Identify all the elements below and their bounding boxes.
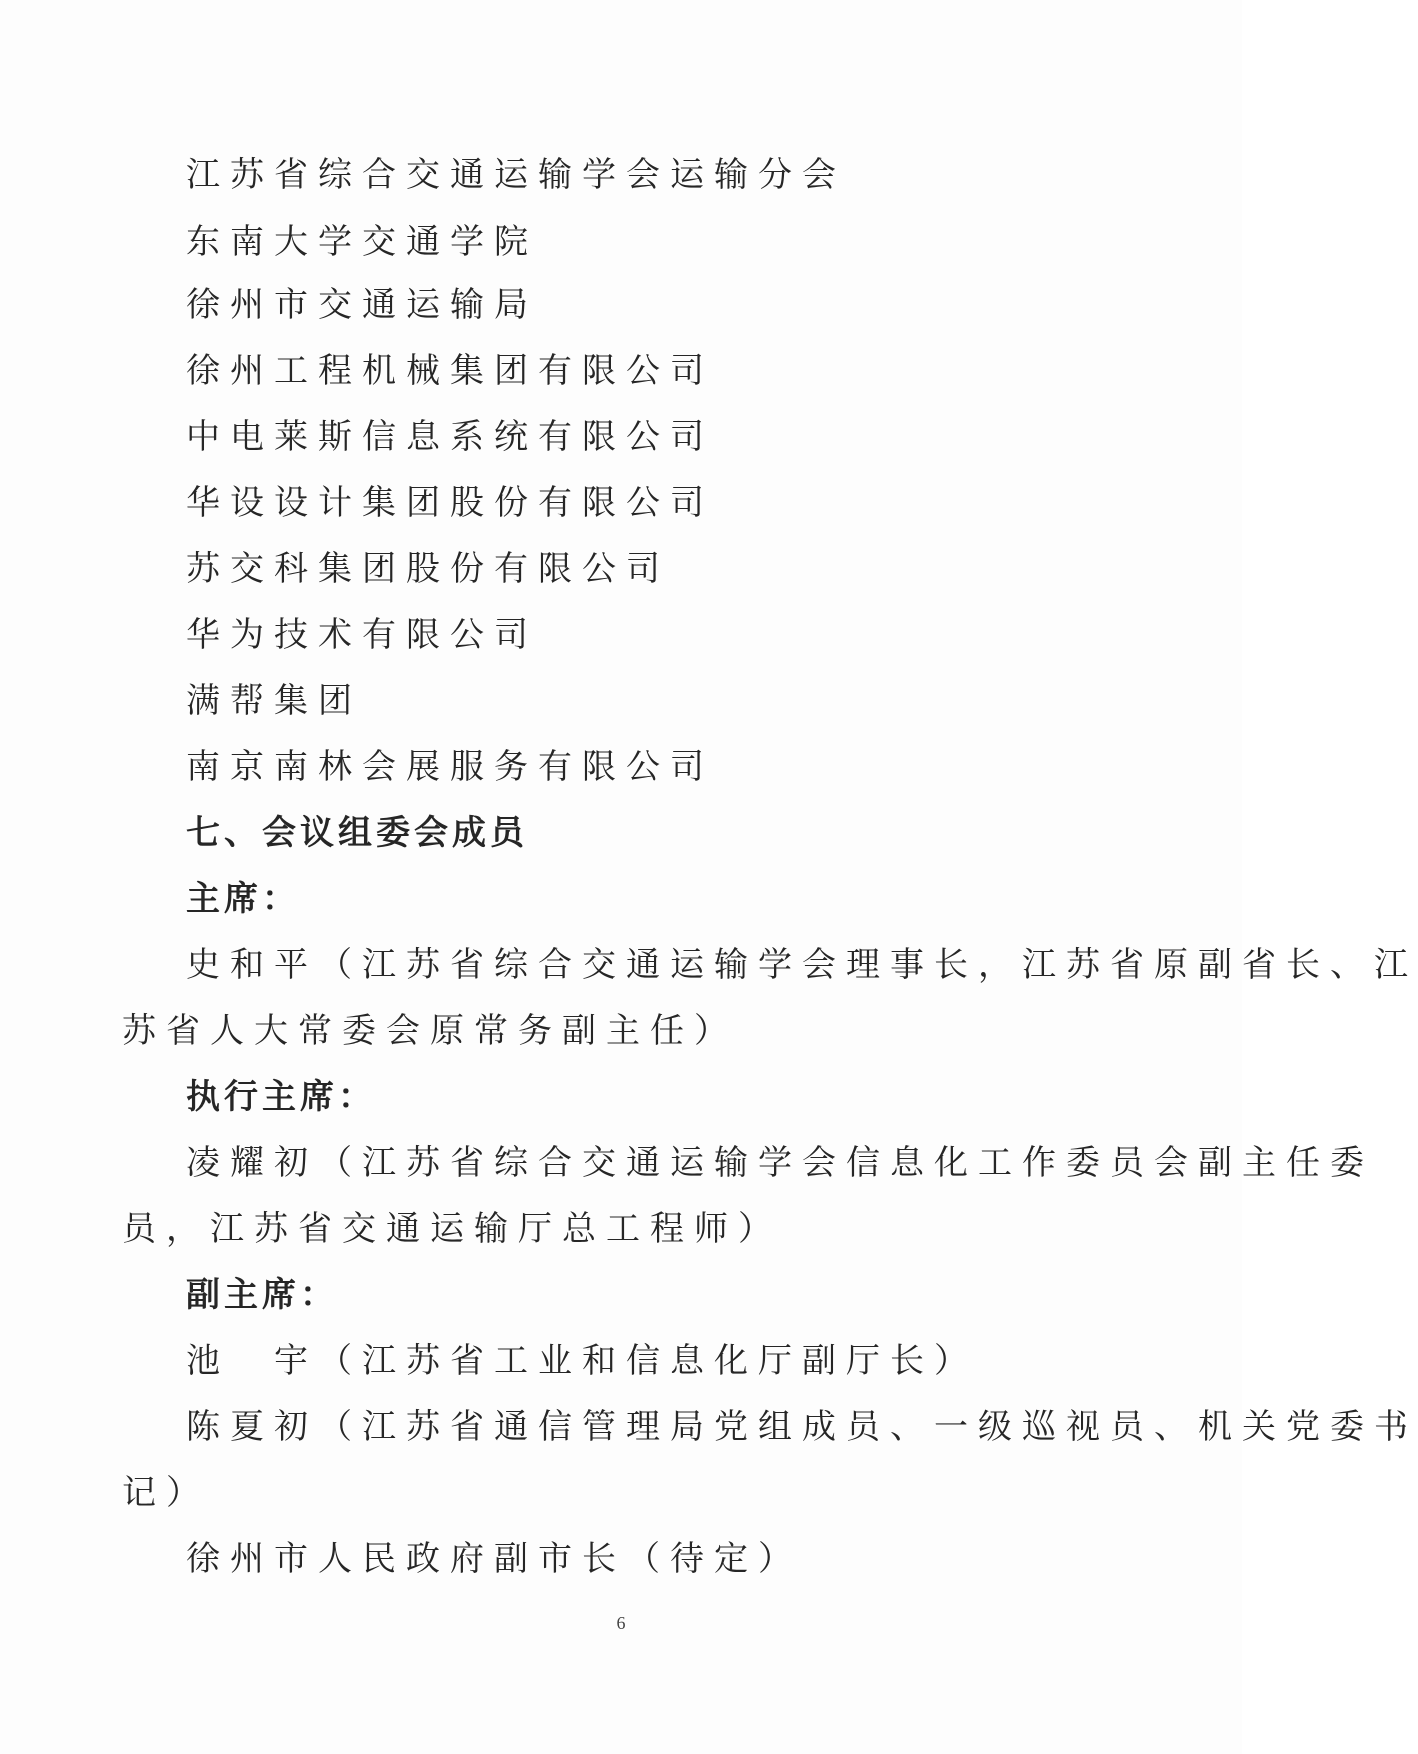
- organizer-line: 徐州工程机械集团有限公司: [186, 351, 714, 391]
- chair-person-line: 史和平（江苏省综合交通运输学会理事长，江苏省原副省长、江: [186, 945, 1418, 985]
- section-title: 七、会议组委会成员: [186, 813, 528, 853]
- organizer-line: 江苏省综合交通运输学会运输分会: [186, 155, 846, 195]
- organizer-line: 苏交科集团股份有限公司: [186, 549, 670, 589]
- exec-chair-person-line: 员，江苏省交通运输厅总工程师）: [122, 1209, 782, 1249]
- organizer-line: 满帮集团: [186, 681, 362, 721]
- page-number: 6: [616, 1613, 626, 1633]
- vice-chair-person: 陈夏初（江苏省通信管理局党组成员、一级巡视员、机关党委书: [186, 1407, 1418, 1447]
- chair-label: 主席：: [186, 879, 300, 919]
- organizer-line: 华为技术有限公司: [186, 615, 538, 655]
- organizer-line: 东南大学交通学院: [186, 222, 538, 262]
- organizer-line: 中电莱斯信息系统有限公司: [186, 417, 714, 457]
- exec-chair-person-line: 凌耀初（江苏省综合交通运输学会信息化工作委员会副主任委: [186, 1143, 1374, 1183]
- vice-chair-person: 池 宇（江苏省工业和信息化厅副厅长）: [186, 1341, 978, 1381]
- organizer-line: 南京南林会展服务有限公司: [186, 747, 714, 787]
- vice-chair-person: 记）: [122, 1473, 210, 1513]
- chair-person-line: 苏省人大常委会原常务副主任）: [122, 1011, 738, 1051]
- organizer-line: 华设设计集团股份有限公司: [186, 483, 714, 523]
- exec-chair-label: 执行主席：: [186, 1077, 376, 1117]
- vice-chair-label: 副主席：: [186, 1275, 338, 1315]
- organizer-line: 徐州市交通运输局: [186, 285, 538, 325]
- vice-chair-person: 徐州市人民政府副市长（待定）: [186, 1539, 802, 1579]
